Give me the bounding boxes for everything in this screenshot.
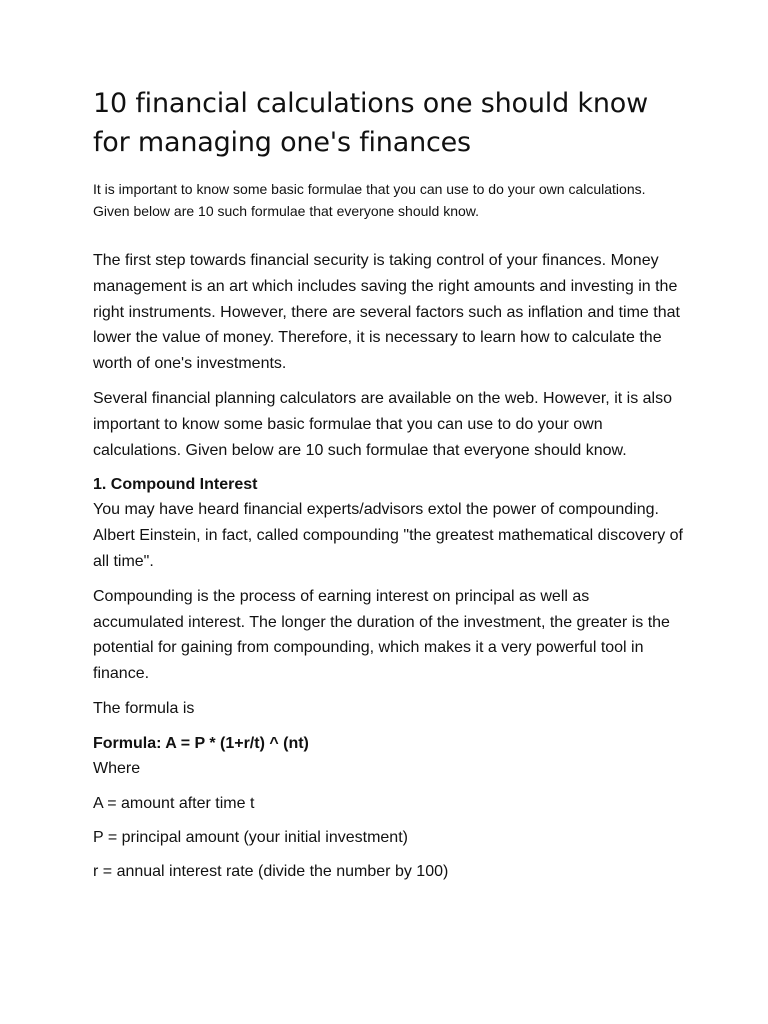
where-label: Where [93,759,141,777]
document-page [93,84,683,893]
article-subtitle: It is important to know some basic formulae that you can use to do your own calculations. Given below are 10 such formulae that everyone should know. [93,181,646,219]
definition-item: r = annual interest rate (divide the number by 100) [93,862,449,880]
article-title: 10 financial calculations one should know for managing one's finances [93,88,648,158]
section-paragraph: Compounding is the process of earning interest on principal as well as accumulated interest. The longer the duration of the investment, the greater is the potential for gaining from compounding, which makes it a very powerful tool in finance. [93,587,670,683]
formula-intro: The formula is [93,699,195,717]
section-heading: 1. Compound Interest [93,476,258,494]
intro-paragraph: The first step towards financial security is taking control of your finances. Money management is an art which includes saving the right amounts and investing in the right instruments. However, there are several factors such as inflation and time that lower the value of money. Therefore, it is necessary to learn how to calculate the worth of one's investments. [93,252,680,373]
section-paragraph: You may have heard financial experts/advisors extol the power of compounding. Albert Einstein, in fact, called compounding "the greatest mathematical discovery of all time". [93,501,683,570]
formula-text: Formula: A = P * (1+r/t) ^ (nt) [93,734,309,752]
definition-item: A = amount after time t [93,794,255,812]
intro-paragraph: Several financial planning calculators are available on the web. However, it is also important to know some basic formulae that you can use to do your own calculations. Given below are 10 such formulae that everyone should know. [93,389,672,459]
definition-item: P = principal amount (your initial investment) [93,828,408,846]
section-compound-interest [93,472,683,883]
